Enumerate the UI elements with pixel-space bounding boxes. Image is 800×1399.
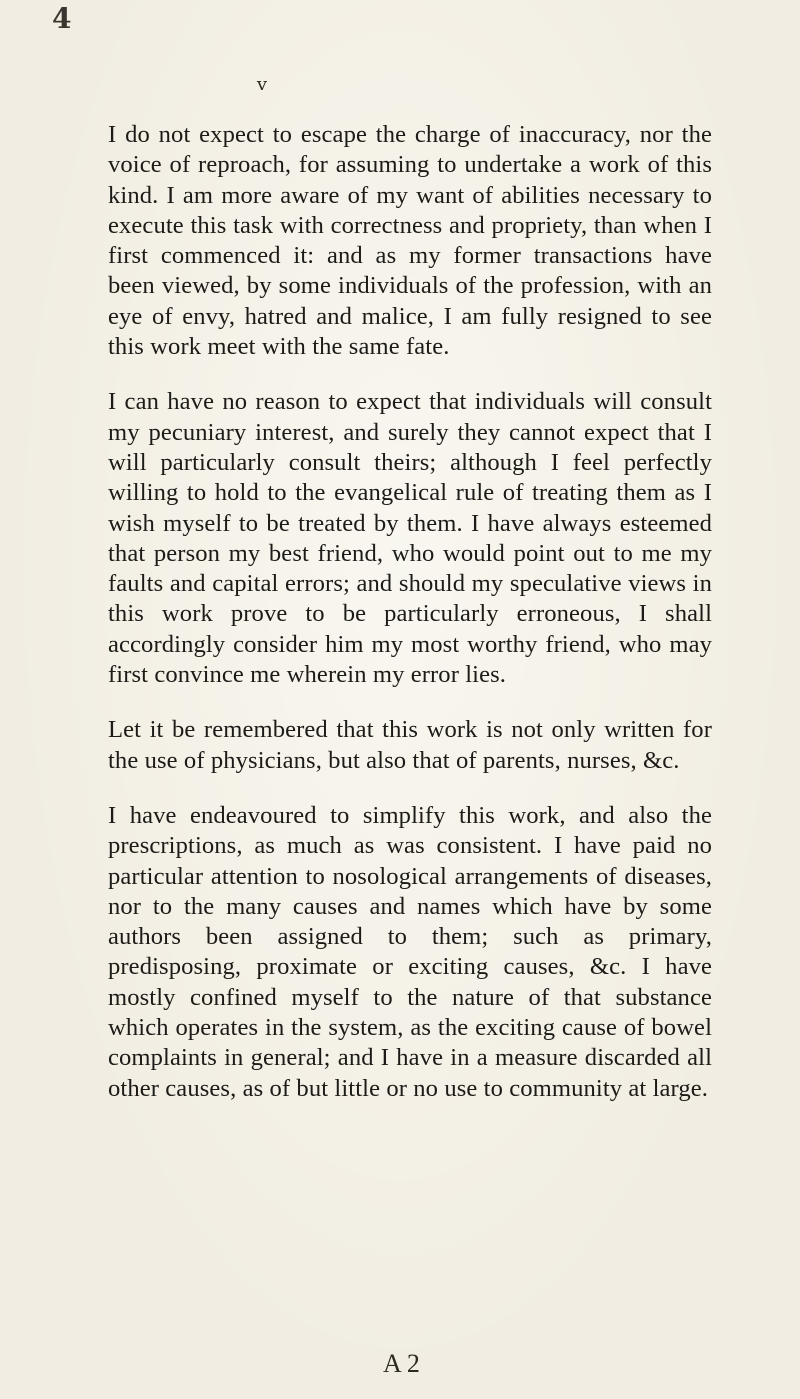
corner-mark: 4	[52, 2, 72, 35]
signature-mark: A 2	[383, 1349, 420, 1378]
paragraph-1: I do not expect to escape the charge of inaccuracy, nor the voice of reproach, for assuming to undertake a work of this kind. I am more aware of my want of abilities necessary to execute this task with correctness and propriety, than when I first commenced it: and as my former transactions have been viewed, by some individuals of the profession, with an eye of envy, hatred and malice, I am fully resigned to see this work meet with the same fate.	[108, 121, 712, 361]
paragraph-3: Let it be remembered that this work is not only written for the use of physicians, but also that of parents, nurses, &c.	[108, 716, 712, 774]
paragraph-4: I have endeavoured to simplify this work, and also the prescriptions, as much as was consistent. I have paid no particular attention to nosological arrangements of diseases, nor to the many causes and names which have by some authors been assigned to them; such as primary, predisposing, proximate or exciting causes, &c. I have mostly confined myself to the nature of that substance which operates in the system, as the exciting cause of bowel complaints in general; and I have in a measure discarded all other causes, as of but little or no use to community at large.	[108, 801, 712, 1102]
text-body	[108, 120, 712, 1129]
paragraph-2: I can have no reason to expect that individuals will consult my pecuniary interest, and surely they cannot expect that I will particularly consult theirs; although I feel perfectly willing to hold to the evangelical rule of treating them as I wish myself to be treated by them. I have always esteemed that person my best friend, who would point out to me my faults and capital errors; and should my speculative views in this work prove to be particularly erroneous, I shall accordingly consider him my most worthy friend, who may first convince me wherein my error lies.	[108, 388, 712, 689]
page-numeral: v	[256, 74, 268, 95]
